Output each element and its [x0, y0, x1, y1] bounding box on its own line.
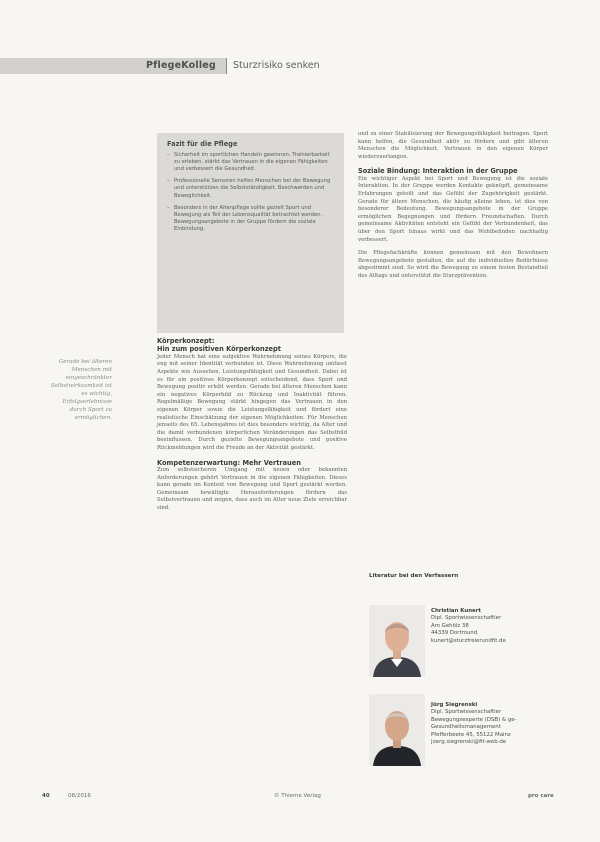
author-name: Jürg Siegrenski — [431, 702, 478, 708]
author-line: 44339 Dortmund — [431, 630, 478, 637]
author-photo — [369, 694, 425, 766]
author-email[interactable]: joerg.siegrenski@fit-web.de — [431, 739, 507, 746]
issue-number: 08/2016 — [68, 793, 91, 799]
fact-box-item: – Professionelle Sensoren helfen Menschen bei der Bewegung und unterstützen die Selbstständigkeit, Beschwerden und Beweglichkeit. — [167, 178, 334, 199]
body-paragraph: und zu einer Stabilisierung der Bewegungsfähigkeit beitragen. Sport kann helfen, die Gesundheit aktiv zu fördern und gibt älteren Menschen die Möglichkeit, Vertrauen in den eigenen Körper wiederzuerlangen. — [358, 131, 548, 160]
author-line: Dipl. Sportwissenschaftler — [431, 615, 502, 622]
author-contact — [431, 702, 517, 746]
page-number: 40 — [42, 793, 50, 799]
author-line: Am Gehölz 38 — [431, 622, 469, 629]
author-photo — [369, 605, 425, 677]
left-column — [157, 337, 347, 513]
section-heading-social: Soziale Bindung: Interaktion in der Gruppe — [358, 167, 518, 176]
magazine-brand: PflegeKolleg — [146, 60, 216, 71]
author-line: Gesundheitsmanagement — [431, 724, 501, 731]
author-name: Christian Kunert — [431, 608, 481, 614]
author-line: Pfefferbeete 45, 55122 Mainz — [431, 731, 511, 738]
publisher-credit: © Thieme Verlag — [274, 793, 321, 799]
margin-quote: Gerade bei älteren Menschen mit eingeschränkter Selbstwirksamkeit ist es wichtig, Erfolgserlebnisse durch Sport zu ermöglichen. — [50, 359, 112, 421]
body-paragraph: Ein wichtiger Aspekt bei Sport und Bewegung ist die soziale Interaktion. In der Gruppe werden Kontakte geknüpft, gemeinsame Erfahrungen geteilt und das Gefühl der Zugehörigkeit gestärkt. Gerade für ältere Menschen, die häufig alleine leben, ist dies von besonderer Bedeutung. Bewegungsangebote in der Gruppe ermöglichen Begegnungen und fördern Freundschaften. Durch gemeinsame Aktivitäten entsteht ein Gefühl der Verbundenheit, das über den Sport hinaus wirkt und das Wohlbefinden nachhaltig verbessert. — [358, 175, 548, 243]
author-contact — [431, 608, 506, 645]
header-separator — [226, 58, 227, 74]
body-paragraph: Die Pflegefachkräfte können gemeinsam mit den Bewohnern Bewegungsangebote gestalten, die auf die individuellen Bedürfnisse abgestimmt sind. So wird die Bewegung zu einem festen Bestandteil des Alltags und unterstützt die Sturzprävention. — [358, 250, 548, 279]
author-line: Bewegungsexperte (DSB) & ge- — [431, 716, 517, 723]
right-column — [358, 131, 548, 281]
fact-box-title: Fazit für die Pflege — [167, 140, 238, 148]
fact-box-item: – Sicherheit im sportlichen Handeln gewinnen: Trainierbarkeit zu erleben, stärkt das Vertrauen in die eigenen Fähigkeiten und verbessert die Gesundheit. — [167, 152, 334, 173]
fact-box — [157, 133, 344, 333]
author-line: Dipl. Sportwissenschaftler — [431, 709, 502, 716]
footer-brand: pro care — [528, 793, 554, 799]
article-topic: Sturzrisiko senken — [233, 60, 320, 71]
author-email[interactable]: kunert@sturzfreierundfit.de — [431, 637, 506, 644]
section-heading-body-concept: Körperkonzept: — [157, 337, 215, 345]
fact-box-item: – Besonders in der Altenpflege sollte gezielt Sport und Bewegung als Teil der Lebensqualität betrachtet werden. Bewegungsangebote in der Gruppe fördern die soziale Einbindung. — [167, 205, 334, 233]
body-paragraph: Zum selbstsicheren Umgang mit neuen oder bekannten Anforderungen gehört Vertrauen in die eigenen Fähigkeiten. Dieses kann gerade im Kontext von Bewegung und Sport gestärkt werden. Gemeinsam bewältigte Herausforderungen fördern das Selbstvertrauen und zeigen, dass auch im Alter neue Ziele erreichbar sind. — [157, 466, 347, 511]
section-heading-competence: Kompetenzerwartung: Mehr Vertrauen — [157, 458, 301, 467]
literature-note: Literatur bei den Verfassern — [369, 573, 459, 579]
section-subheading-body-concept: Hin zum positiven Körperkonzept — [157, 345, 281, 354]
body-paragraph: Jeder Mensch hat eine subjektive Wahrnehmung seines Körpers, die eng mit seiner Identität verbunden ist. Diese Wahrnehmung umfasst Aspekte wie Aussehen, Leistungsfähigkeit und Gesundheit. Dabei ist es für ein positives Körperkonzept entscheidend, dass Sport und Bewegung positiv erlebt werden. Gerade bei älteren Menschen kann ein negatives Körperbild zu Rückzug und Inaktivität führen. Regelmäßige Bewegung stärkt hingegen das Vertrauen in den eigenen Körper sowie die Leistungsfähigkeit und fördert eine realistische Einschätzung der eigenen Möglichkeiten. Für Menschen jenseits des 65. Lebensjahres ist dies besonders wichtig, da Alter und die damit verbundenen körperlichen Veränderungen das Selbstbild beeinflussen. Durch gezielte Bewegungsangebote und positive Rückmeldungen wird die Freude an der Aktivität gestärkt. — [157, 353, 347, 451]
